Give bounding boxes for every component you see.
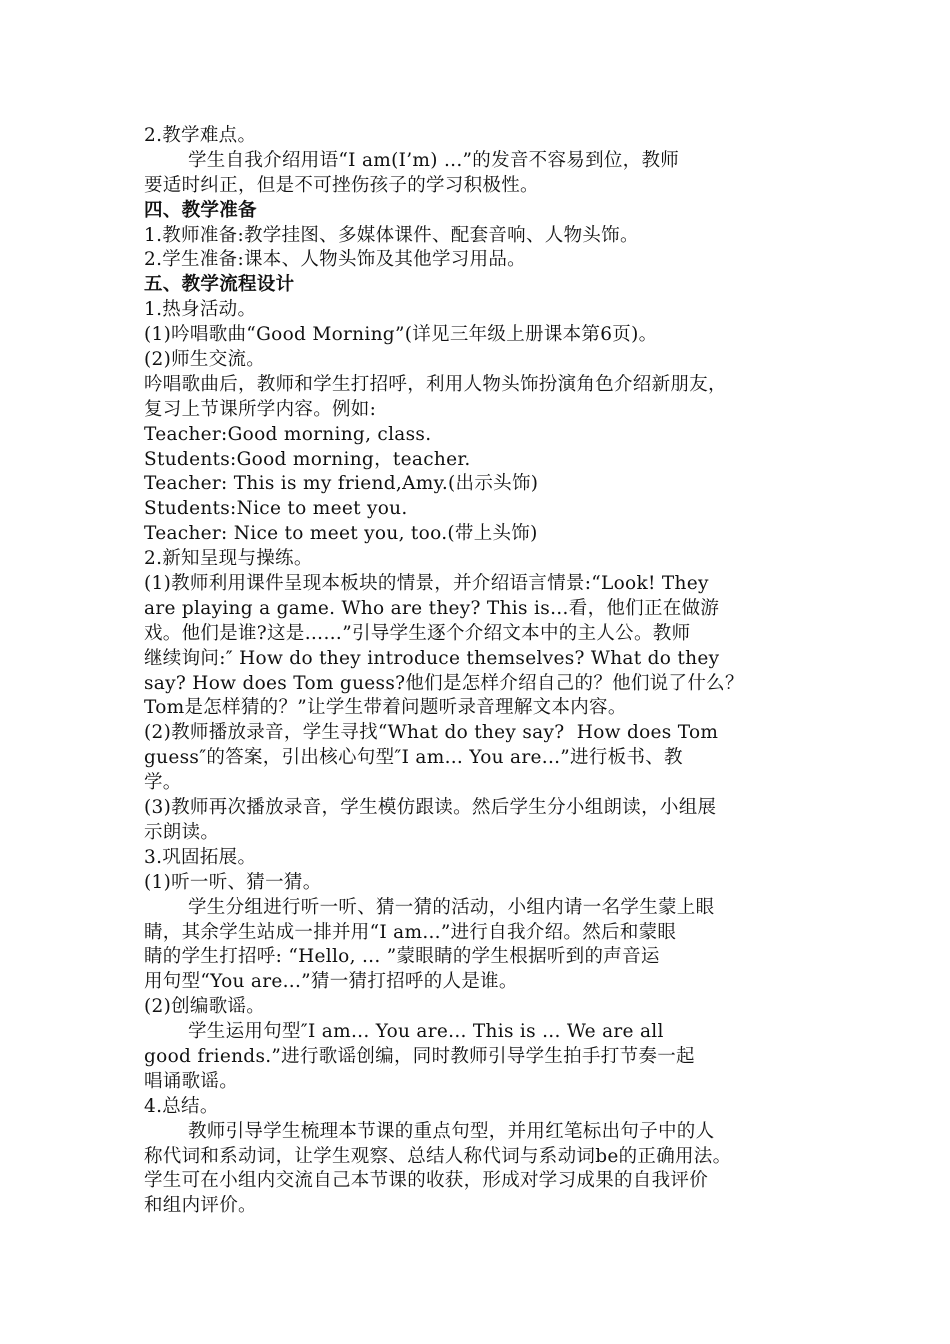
text-line: Teacher: This is my friend,Amy.(出示头饰): [144, 473, 539, 495]
text-line: are playing a game. Who are they? This is…看，他们正在做游: [144, 597, 720, 619]
text-line: 继续询问:″ How do they introduce themselves? What do they: [144, 647, 720, 669]
section-heading: 四、教学准备: [144, 199, 257, 221]
text-line: (2)教师播放录音，学生寻找“What do they say? How does Tom: [144, 722, 719, 744]
text-line: say? How does Tom guess?他们是怎样介绍自己的？他们说了什么？: [144, 672, 744, 694]
text-line: (2)师生交流。: [144, 349, 266, 371]
text-line: good friends.”进行歌谣创编，同时教师引导学生拍手打节奏一起: [144, 1045, 695, 1067]
text-line: (1)教师利用课件呈现本板块的情景，并介绍语言情景:“Look! They: [144, 573, 709, 595]
text-line: 要适时纠正，但是不可挫伤孩子的学习积极性。: [144, 174, 539, 196]
text-line: guess″的答案，引出核心句型″I am... You are...”进行板书、教: [144, 747, 683, 769]
text-line: 称代词和系动词，让学生观察、总结人称代词与系动词be的正确用法。: [144, 1145, 732, 1167]
text-line: (1)吟唱歌曲“Good Morning”(详见三年级上册课本第6页)。: [144, 324, 658, 346]
text-line: 学生自我介绍用语“I am(I’m) ...”的发音不容易到位，教师: [188, 149, 680, 171]
text-line: (3)教师再次播放录音，学生模仿跟读。然后学生分小组朗读，小组展: [144, 797, 717, 819]
text-line: Students:Nice to meet you.: [144, 498, 408, 520]
text-line: 1.教师准备:教学挂图、多媒体课件、配套音响、人物头饰。: [144, 224, 639, 246]
text-line: 学生分组进行听一听、猜一猜的活动，小组内请一名学生蒙上眼: [188, 896, 715, 918]
text-line: 唱诵歌谣。: [144, 1070, 239, 1092]
text-line: Tom是怎样猜的？”让学生带着问题听录音理解文本内容。: [144, 697, 627, 719]
text-line: 学生可在小组内交流自己本节课的收获，形成对学习成果的自我评价: [144, 1170, 709, 1192]
text-line: 教师引导学生梳理本节课的重点句型，并用红笔标出句子中的人: [188, 1120, 715, 1142]
text-line: (1)听一听、猜一猜。: [144, 871, 322, 893]
text-line: 示朗读。: [144, 821, 220, 843]
text-line: 吟唱歌曲后，教师和学生打招呼，利用人物头饰扮演角色介绍新朋友，: [144, 373, 727, 395]
text-line: Teacher:Good morning, class.: [144, 423, 432, 445]
text-line: 4.总结。: [144, 1095, 219, 1117]
text-line: (2)创编歌谣。: [144, 996, 266, 1018]
text-line: 2.新知呈现与操练。: [144, 548, 313, 570]
text-line: 复习上节课所学内容。例如:: [144, 398, 377, 420]
text-line: 学。: [144, 772, 182, 794]
text-line: Teacher: Nice to meet you, too.(带上头饰): [144, 523, 538, 545]
text-line: 睛，其余学生站成一排并用“I am...”进行自我介绍。然后和蒙眼: [144, 921, 677, 943]
text-line: 3.巩固拓展。: [144, 846, 257, 868]
text-line: Students:Good morning，teacher.: [144, 448, 471, 470]
text-line: 用句型“You are...”猜一猜打招呼的人是谁。: [144, 971, 518, 993]
text-line: 1.热身活动。: [144, 299, 257, 321]
text-line: 睛的学生打招呼: “Hello, ... ”蒙眼睛的学生根据听到的声音运: [144, 946, 660, 968]
text-line: 和组内评价。: [144, 1195, 257, 1217]
text-line: 戏。他们是谁?这是……”引导学生逐个介绍文本中的主人公。教师: [144, 622, 691, 644]
section-heading: 五、教学流程设计: [144, 274, 295, 296]
document-body: [144, 124, 810, 1219]
text-line: 2.教学难点。: [144, 125, 257, 146]
text-line: 学生运用句型″I am... You are... This is ... We are all: [188, 1021, 664, 1043]
text-line: 2.学生准备:课本、人物头饰及其他学习用品。: [144, 249, 526, 271]
